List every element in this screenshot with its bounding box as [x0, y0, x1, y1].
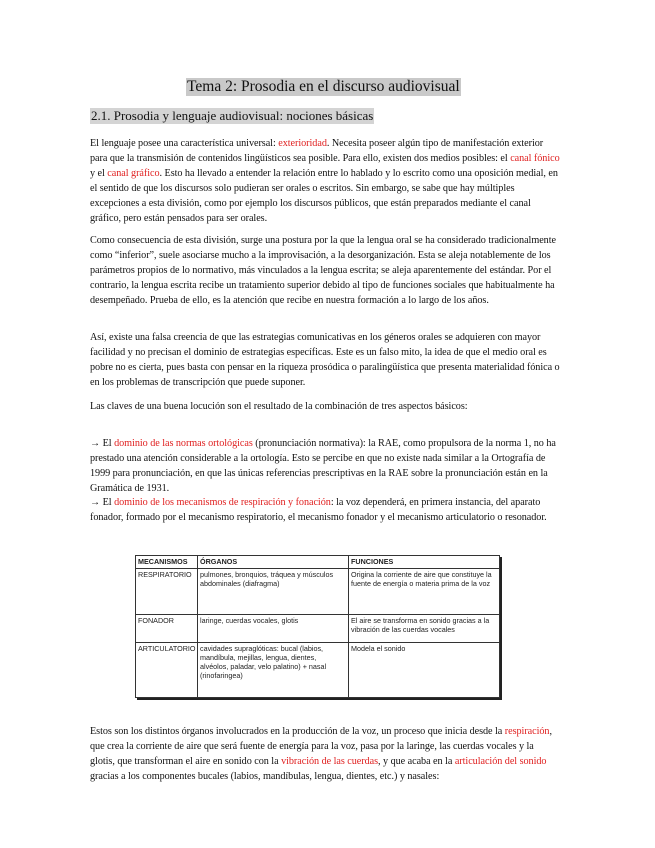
p7-text-g: gracias a los componentes bucales (labios, mandíbulas, lengua, dientes, etc.) y nasales:: [90, 771, 440, 783]
p6-text-c: : la voz dependerá, en primera instancia, del aparato fonador, formado por el mecanismo respiratorio, el mecanismo fonador y el mecanismo articulatorio o resonador.: [90, 497, 547, 524]
table-header: FUNCIONES: [349, 556, 500, 569]
p7-text-c: , que crea la corriente de aire que será fuente de energía para la voz, pasa por la laringe, las cuerdas vocales y la glotis, que transforman el aire en sonido con la: [90, 726, 552, 768]
term-respiracion-fonacion: dominio de los mecanismos de respiración y fonación: [114, 497, 331, 509]
paragraph-6: [90, 495, 560, 525]
term-canal-grafico: canal gráfico: [107, 168, 160, 180]
term-vibracion-cuerdas: vibración de las cuerdas: [281, 756, 379, 768]
p1-text-g: . Esto ha llevado a entender la relación entre lo hablado y lo escrito como una oposición medial, en el sentido de que los discursos solo pudieran ser orales o escritos. Sin embargo, se sabe que hay múltiples excepciones a esta división, como por ejemplo los discursos públicos, que están preparados mediante el canal gráfico, pero están pensados para ser orales.: [90, 168, 558, 225]
table-header: ÓRGANOS: [198, 556, 349, 569]
p1-text-a: El lenguaje posee una característica universal:: [90, 138, 279, 150]
paragraph-1: [90, 136, 560, 226]
term-articulacion-sonido: articulación del sonido: [454, 756, 547, 768]
section-heading: 2.1. Prosodia y lenguaje audiovisual: nociones básicas: [91, 108, 374, 123]
table-header: MECANISMOS: [136, 556, 198, 569]
table-header-row: [136, 556, 500, 569]
paragraph-2: Como consecuencia de esta división, surge una postura por la que la lengua oral se ha considerado tradicionalmente como “inferior”, suele asociarse mucho a la improvisación, a la desorganización. Esta se aleja notablemente de los parámetros propios de lo normativo, más vinculados a la lengua escrita; se aleja aparentemente del estándar. Por el contrario, la lengua escrita recibe un tratamiento superior debido al tipo de funciones sociales que habitualmente ha desempeñado. Prueba de ello, es la atención que recibe en nuestra formación a lo largo de los años.: [90, 235, 556, 307]
table-cell: El aire se transforma en sonido gracias a la vibración de las cuerdas vocales: [349, 615, 500, 643]
p5-text-c: (pronunciación normativa): la RAE, como propulsora de la norma 1, no ha prestado una atención considerable a la ortología. Esto se percibe en que no existe nada similar a la Ortografía de 1999 para pronunciación, en que las únicas referencias prescriptivas en la RAE sobre la pronunciación están en la Gramática de 1931.: [90, 438, 556, 495]
p6-arrow: → El: [90, 497, 115, 509]
table-row: [136, 569, 500, 615]
table-cell: RESPIRATORIO: [136, 569, 198, 615]
paragraph-5: [90, 436, 560, 496]
paragraph-4: Las claves de una buena locución son el resultado de la combinación de tres aspectos básicos:: [90, 401, 468, 413]
mechanisms-table: [135, 555, 500, 698]
p7-text-e: , y que acaba en la: [378, 756, 455, 768]
page-title: Tema 2: Prosodia en el discurso audiovisual: [187, 78, 460, 95]
term-canal-fonico: canal fónico: [510, 153, 560, 165]
term-exterioridad: exterioridad: [278, 138, 327, 150]
table-cell: laringe, cuerdas vocales, glotis: [198, 615, 349, 643]
p5-arrow: → El: [90, 438, 115, 450]
table-row: [136, 615, 500, 643]
paragraph-3: Así, existe una falsa creencia de que las estrategias comunicativas en los géneros orales se adquieren con mayor facilidad y no precisan el dominio de estrategias específicas. Este es un falso mito, la idea de que el medio oral es pobre no es cierta, pues basta con pensar en la riqueza prosódica o paralingüística que presenta materialidad fónica o en los problemas de transcripción que puede suponer.: [90, 332, 560, 389]
paragraph-7: [90, 724, 560, 784]
table-cell: ARTICULATORIO: [136, 643, 198, 698]
p1-text-c: . Necesita poseer algún tipo de manifestación exterior para que la transmisión de contenidos lingüísticos sea posible. Para ello, existen dos medios posibles: el: [90, 138, 544, 165]
table-cell: Origina la corriente de aire que constituye la fuente de energía o materia prima de la voz: [349, 569, 500, 615]
term-respiracion: respiración: [504, 726, 550, 738]
term-normas-ortologicas: dominio de las normas ortológicas: [114, 438, 253, 450]
table-cell: Modela el sonido: [349, 643, 500, 698]
table-row: [136, 643, 500, 698]
p7-text-a: Estos son los distintos órganos involucrados en la producción de la voz, un proceso que inicia desde la: [90, 726, 505, 738]
p1-text-e: y el: [90, 168, 108, 180]
table-cell: pulmones, bronquios, tráquea y músculos abdominales (diafragma): [198, 569, 349, 615]
table-cell: cavidades supraglóticas: bucal (labios, mandíbula, mejillas, lengua, dientes, alvéolos, paladar, velo palatino) + nasal (rinofaringea): [198, 643, 349, 698]
table-cell: FONADOR: [136, 615, 198, 643]
